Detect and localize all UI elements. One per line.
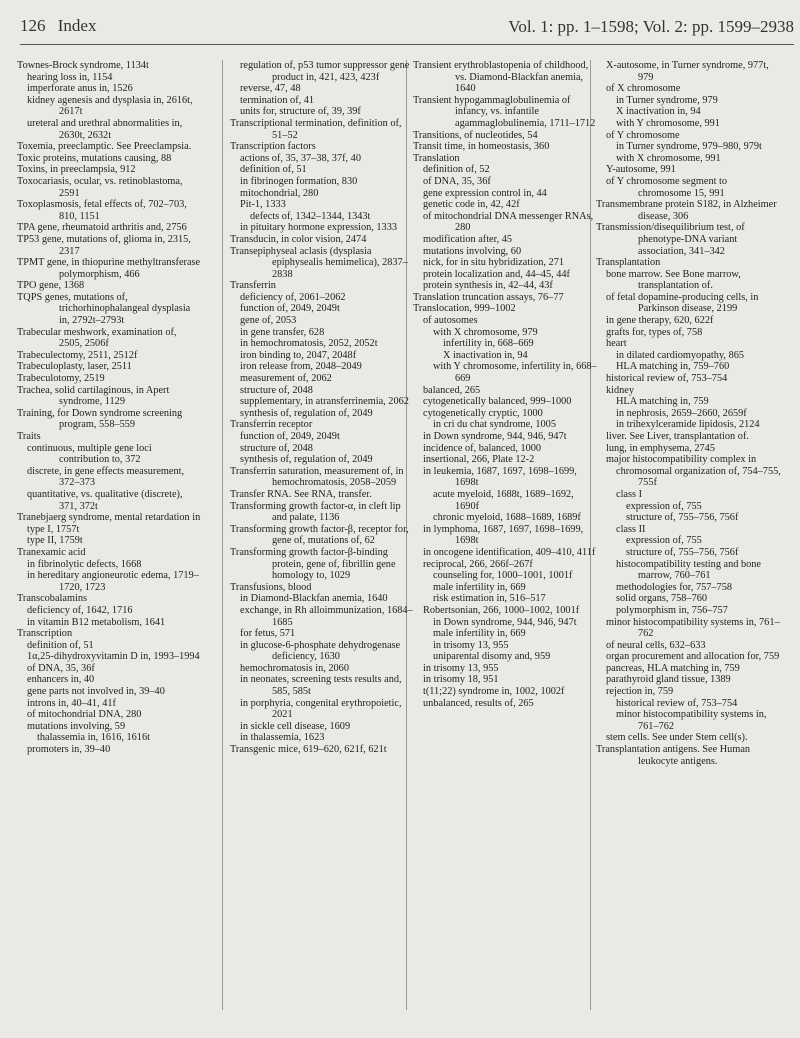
index-entry: Toxocariasis, ocular, vs. retinoblastoma, 2591	[17, 175, 183, 199]
index-entry: Toxins, in preeclampsia, 912	[17, 164, 136, 176]
index-entry: Transcriptional termination, definition of, 51–52	[230, 117, 402, 141]
header-rule	[20, 44, 794, 45]
index-subentry: Robertsonian, 266, 1000–1002, 1001f	[423, 604, 580, 616]
index-subentry: bone marrow. See Bone marrow, transplantation of.	[606, 268, 741, 292]
index-subentry: mitochondrial, 280	[240, 187, 319, 199]
index-subentry: 1α,25-dihydroxyvitamin D in, 1993–1994	[27, 651, 200, 663]
index-entry: Toxoplasmosis, fetal effects of, 702–703, 810, 1151	[17, 199, 187, 222]
index-subentry: class II	[616, 523, 646, 535]
index-subentry: gene parts not involved in, 39–40	[27, 686, 165, 698]
index-subentry: with X chromosome, 991	[616, 152, 721, 164]
index-entry: Transcription factors	[230, 141, 316, 153]
index-subentry: synthesis of, regulation of, 2049	[240, 454, 373, 466]
index-entry: Transforming growth factor-β, receptor for, gene of, mutations of, 62	[230, 523, 409, 547]
index-subentry: deficiency of, 1642, 1716	[27, 604, 133, 616]
column-divider	[222, 60, 223, 1010]
index-entry: Transitions, of nucleotides, 54	[413, 129, 538, 141]
index-entry: Transforming growth factor-β-binding protein, gene of, fibrillin gene homology to, 1029	[230, 546, 396, 582]
index-entry: Tranebjaerg syndrome, mental retardation in	[17, 512, 201, 524]
header-left	[20, 16, 96, 36]
index-subentry: with Y chromosome, infertility in, 668–669	[433, 361, 597, 385]
index-subentry: expression of, 755	[626, 500, 702, 512]
page-number: 126	[20, 16, 46, 35]
index-subentry: chromosomal organization of, 754–755, 755f	[616, 465, 781, 489]
index-entry: TPA gene, rheumatoid arthritis and, 2756	[17, 222, 187, 234]
index-subentry: X inactivation in, 94	[616, 106, 701, 118]
index-entry: Transducin, in color vision, 2474	[230, 233, 367, 245]
index-subentry: quantitative, vs. qualitative (discrete), 371, 372t	[27, 488, 183, 512]
index-subentry: of Y chromosome segment to chromosome 15, 991	[606, 175, 728, 199]
index-subentry: acute myeloid, 1688t, 1689–1692, 1690f	[433, 488, 574, 512]
index-column-1	[17, 60, 202, 756]
index-entry: Transient erythroblastopenia of childhood, vs. Diamond-Blackfan anemia, 1640	[413, 60, 589, 95]
index-subentry: kidney	[606, 384, 635, 396]
index-subentry: in trihexylceramide lipidosis, 2124	[616, 419, 760, 431]
index-subentry: discrete, in gene effects measurement, 372–373	[27, 465, 185, 489]
index-subentry: imperforate anus in, 1526	[27, 83, 133, 95]
index-entry: TP53 gene, mutations of, glioma in, 2315, 2317	[17, 233, 191, 257]
index-entry: Transepiphyseal aclasis (dysplasia epiphysealis hemimelica), 2837–2838	[230, 245, 408, 280]
index-entry: Trachea, solid cartilaginous, in Apert syndrome, 1129	[17, 384, 170, 408]
index-subentry: promoters in, 39–40	[27, 744, 111, 756]
index-subentry: chronic myeloid, 1688–1689, 1689f	[433, 512, 581, 524]
index-subentry: risk estimation in, 516–517	[433, 593, 546, 605]
index-subentry: with Y chromosome, 991	[616, 117, 720, 129]
index-subentry: unbalanced, results of, 265	[423, 697, 534, 709]
index-column-3	[413, 60, 598, 709]
index-subentry: in Down syndrome, 944, 946, 947t	[423, 431, 567, 442]
index-subentry: of fetal dopamine-producing cells, in Parkinson disease, 2199	[606, 291, 759, 315]
index-subentry: expression of, 755	[626, 535, 702, 547]
index-entry: Transferrin	[230, 280, 276, 292]
index-subentry: gene of, 2053	[240, 315, 297, 327]
index-entry: Trabecular meshwork, examination of, 2505, 2506f	[17, 326, 177, 350]
index-entry: Trabeculectomy, 2511, 2512f	[17, 349, 138, 361]
index-entry: Training, for Down syndrome screening program, 558–559	[17, 407, 183, 431]
index-subentry: in Down syndrome, 944, 946, 947t	[433, 616, 577, 628]
index-subentry: lung, in emphysema, 2745	[606, 442, 715, 454]
index-subentry: actions of, 35, 37–38, 37f, 40	[240, 152, 361, 164]
index-subentry: genetic code in, 42, 42f	[423, 199, 520, 211]
index-subentry: type II, 1759t	[27, 535, 83, 547]
index-entry: Translation truncation assays, 76–77	[413, 291, 564, 303]
index-subentry: stem cells. See under Stem cell(s).	[606, 732, 748, 744]
index-subentry: male infertility in, 669	[433, 581, 526, 593]
index-entry: Transforming growth factor-α, in cleft lip and palate, 1136	[230, 500, 401, 524]
index-subentry: X inactivation in, 94	[443, 349, 528, 361]
index-subentry: deficiency of, 2061–2062	[240, 291, 346, 303]
index-entry: Transplantation antigens. See Human leukocyte antigens.	[596, 744, 751, 767]
index-subentry: of DNA, 35, 36f	[423, 175, 491, 187]
index-entry: Transfusions, blood	[230, 581, 312, 593]
index-subentry: Pit-1, 1333	[240, 199, 286, 211]
index-subentry: thalassemia in, 1616, 1616t	[37, 732, 150, 744]
index-subentry: incidence of, balanced, 1000	[423, 442, 542, 454]
page-header	[20, 14, 794, 40]
index-subentry: of mitochondrial DNA, 280	[27, 709, 142, 721]
index-subentry: in gene transfer, 628	[240, 326, 325, 338]
index-subentry: in sickle cell disease, 1609	[240, 720, 351, 732]
index-subentry: defects of, 1342–1344, 1343t	[250, 210, 371, 222]
index-entry: Translation	[413, 152, 460, 164]
index-subentry: hearing loss in, 1154	[27, 71, 113, 83]
index-subentry: in neonates, screening tests results and, 585, 585t	[240, 674, 402, 698]
index-entry: Transgenic mice, 619–620, 621f, 621t	[230, 744, 387, 756]
volume-range: Vol. 1: pp. 1–1598; Vol. 2: pp. 1599–2938	[508, 17, 794, 36]
index-subentry: major histocompatibility complex in	[606, 454, 757, 466]
index-subentry: in nephrosis, 2659–2660, 2659f	[616, 407, 747, 419]
index-subentry: class I	[616, 488, 643, 500]
index-subentry: iron binding to, 2047, 2048f	[240, 349, 357, 361]
index-subentry: in hereditary angioneurotic edema, 1719–1720, 1723	[27, 570, 199, 593]
index-subentry: in vitamin B12 metabolism, 1641	[27, 616, 166, 628]
index-subentry: in trisomy 13, 955	[433, 639, 509, 651]
index-subentry: methodologies for, 757–758	[616, 581, 732, 593]
index-subentry: units for, structure of, 39, 39f	[240, 106, 361, 118]
index-subentry: definition of, 51	[240, 164, 307, 176]
index-subentry: male infertility in, 669	[433, 628, 526, 640]
index-entry: TPO gene, 1368	[17, 280, 85, 292]
index-entry: Trabeculotomy, 2519	[17, 373, 105, 385]
index-entry: Translocation, 999–1002	[413, 303, 516, 315]
index-subentry: organ procurement and allocation for, 759	[606, 651, 780, 663]
index-subentry: in fibrinolytic defects, 1668	[27, 558, 142, 570]
index-subentry: structure of, 2048	[240, 442, 313, 454]
index-subentry: Y-autosome, 991	[606, 164, 676, 176]
index-subentry: uniparental disomy and, 959	[433, 651, 551, 663]
index-subentry: termination of, 41	[240, 94, 315, 106]
index-subentry: historical review of, 753–754	[606, 373, 728, 385]
index-subentry: rejection in, 759	[606, 686, 674, 698]
index-entry: Transcobalamins	[17, 593, 87, 605]
index-entry: Traits	[17, 431, 41, 442]
index-subentry: exchange, in Rh alloimmunization, 1684–1685	[240, 604, 413, 628]
index-entry: Transmission/disequilibrium test, of phenotype-DNA variant association, 341–342	[596, 222, 745, 257]
index-column-2	[230, 60, 415, 756]
index-subentry: in pituitary hormone expression, 1333	[240, 222, 398, 234]
index-subentry: of Y chromosome	[606, 129, 680, 141]
index-subentry: X-autosome, in Turner syndrome, 977t, 979	[606, 60, 769, 83]
index-subentry: grafts for, types of, 758	[606, 326, 703, 338]
index-subentry: structure of, 755–756, 756f	[626, 546, 739, 558]
index-entry: TPMT gene, in thiopurine methyltransferase polymorphism, 466	[17, 257, 201, 280]
index-entry: Toxemia, preeclamptic. See Preeclampsia.	[17, 141, 192, 153]
index-subentry: type I, 1757t	[27, 523, 80, 535]
index-subentry: in dilated cardiomyopathy, 865	[616, 349, 745, 361]
index-subentry: of neural cells, 632–633	[606, 639, 706, 651]
index-subentry: mutations involving, 60	[423, 245, 522, 257]
index-subentry: for fetus, 571	[240, 628, 296, 640]
index-subentry: in fibrinogen formation, 830	[240, 175, 358, 187]
index-subentry: kidney agenesis and dysplasia in, 2616t, 2617t	[27, 94, 193, 118]
index-entry: TQPS genes, mutations of, trichorhinophalangeal dysplasia in, 2792t–2793t	[17, 291, 191, 327]
index-subentry: heart	[606, 338, 627, 350]
index-subentry: cytogenetically balanced, 999–1000	[423, 396, 572, 408]
index-entry: Transit time, in homeostasis, 360	[413, 141, 550, 153]
index-subentry: cytogenetically cryptic, 1000	[423, 407, 543, 419]
index-subentry: protein localization and, 44–45, 44f	[423, 268, 570, 280]
index-subentry: minor histocompatibility systems in, 761–762	[606, 616, 780, 640]
index-subentry: definition of, 52	[423, 164, 490, 176]
index-subentry: hemochromatosis in, 2060	[240, 662, 349, 674]
index-entry: Transfer RNA. See RNA, transfer.	[230, 488, 372, 500]
index-subentry: histocompatibility testing and bone marrow, 760–761	[616, 558, 761, 582]
index-subentry: reciprocal, 266, 266f–267f	[423, 558, 533, 570]
index-entry: Transferrin receptor	[230, 419, 313, 431]
index-subentry: regulation of, p53 tumor suppressor gene product in, 421, 423, 423f	[240, 60, 410, 83]
index-subentry: of DNA, 35, 36f	[27, 662, 95, 674]
index-subentry: protein synthesis in, 42–44, 43f	[423, 280, 553, 292]
index-subentry: in thalassemia, 1623	[240, 732, 325, 744]
index-entry: Transferrin saturation, measurement of, in hemochromatosis, 2058–2059	[230, 465, 404, 489]
index-subentry: reverse, 47, 48	[240, 83, 301, 95]
index-subentry: nick, for in situ hybridization, 271	[423, 257, 564, 269]
index-entry: Tranexamic acid	[17, 546, 86, 558]
index-subentry: balanced, 265	[423, 384, 481, 396]
index-subentry: with X chromosome, 979	[433, 326, 538, 338]
index-subentry: insertional, 266, Plate 12-2	[423, 454, 535, 466]
index-subentry: of mitochondrial DNA messenger RNAs, 280	[423, 210, 594, 234]
index-subentry: measurement of, 2062	[240, 373, 332, 385]
index-subentry: continuous, multiple gene loci contribution to, 372	[27, 442, 152, 466]
index-subentry: supplementary, in atransferrinemia, 2062	[240, 396, 409, 408]
index-subentry: of autosomes	[423, 315, 478, 327]
index-subentry: in gene therapy, 620, 622f	[606, 315, 714, 327]
index-entry: Transmembrane protein S182, in Alzheimer disease, 306	[596, 199, 777, 222]
index-column-4	[596, 60, 781, 767]
index-subentry: mutations involving, 59	[27, 720, 126, 732]
index-subentry: introns in, 40–41, 41f	[27, 697, 116, 709]
index-subentry: function of, 2049, 2049t	[240, 431, 340, 442]
index-subentry: in oncogene identification, 409–410, 411f	[423, 546, 596, 558]
index-subentry: t(11;22) syndrome in, 1002, 1002f	[423, 686, 565, 698]
index-entry: Townes-Brock syndrome, 1134t	[17, 60, 149, 71]
index-subentry: pancreas, HLA matching in, 759	[606, 662, 740, 674]
index-entry: Transplantation	[596, 257, 661, 269]
index-subentry: infertility in, 668–669	[443, 338, 534, 350]
index-subentry: in Diamond-Blackfan anemia, 1640	[240, 593, 388, 605]
index-subentry: enhancers in, 40	[27, 674, 95, 686]
index-subentry: structure of, 755–756, 756f	[626, 512, 739, 524]
index-entry: Transcription	[17, 628, 73, 640]
index-subentry: definition of, 51	[27, 639, 94, 651]
index-subentry: parathyroid gland tissue, 1389	[606, 674, 731, 686]
index-subentry: modification after, 45	[423, 233, 513, 245]
index-subentry: in trisomy 18, 951	[423, 674, 499, 686]
index-subentry: minor histocompatibility systems in, 761–762	[616, 709, 767, 732]
index-subentry: in hemochromatosis, 2052, 2052t	[240, 338, 378, 350]
index-subentry: solid organs, 758–760	[616, 593, 708, 605]
index-subentry: counseling for, 1000–1001, 1001f	[433, 570, 573, 582]
index-subentry: in Turner syndrome, 979	[616, 94, 718, 106]
index-subentry: in lymphoma, 1687, 1697, 1698–1699, 1698t	[423, 523, 584, 547]
index-subentry: gene expression control in, 44	[423, 187, 547, 199]
index-subentry: HLA matching in, 759–760	[616, 361, 730, 373]
index-subentry: polymorphism in, 756–757	[616, 604, 728, 616]
index-subentry: ureteral and urethral abnormalities in, 2630t, 2632t	[27, 117, 183, 141]
index-subentry: liver. See Liver, transplantation of.	[606, 431, 749, 442]
index-entry: Transient hypogammaglobulinemia of infancy, vs. infantile agammaglobulinemia, 1711–1712	[413, 94, 596, 129]
index-entry: Toxic proteins, mutations causing, 88	[17, 152, 172, 164]
index-subentry: historical review of, 753–754	[616, 697, 738, 709]
index-subentry: in cri du chat syndrome, 1005	[433, 419, 556, 431]
index-subentry: synthesis of, regulation of, 2049	[240, 407, 373, 419]
index-subentry: in porphyria, congenital erythropoietic, 2021	[240, 697, 402, 721]
index-subentry: of X chromosome	[606, 83, 681, 95]
section-title: Index	[57, 16, 97, 35]
index-subentry: HLA matching in, 759	[616, 396, 709, 408]
index-subentry: function of, 2049, 2049t	[240, 303, 340, 315]
index-subentry: in Turner syndrome, 979–980, 979t	[616, 141, 762, 153]
index-subentry: iron release from, 2048–2049	[240, 361, 362, 373]
index-subentry: in glucose-6-phosphate dehydrogenase deficiency, 1630	[240, 639, 401, 663]
index-subentry: in leukemia, 1687, 1697, 1698–1699, 1698t	[423, 465, 577, 489]
index-subentry: structure of, 2048	[240, 384, 313, 396]
index-entry: Trabeculoplasty, laser, 2511	[17, 361, 132, 373]
index-subentry: in trisomy 13, 955	[423, 662, 499, 674]
